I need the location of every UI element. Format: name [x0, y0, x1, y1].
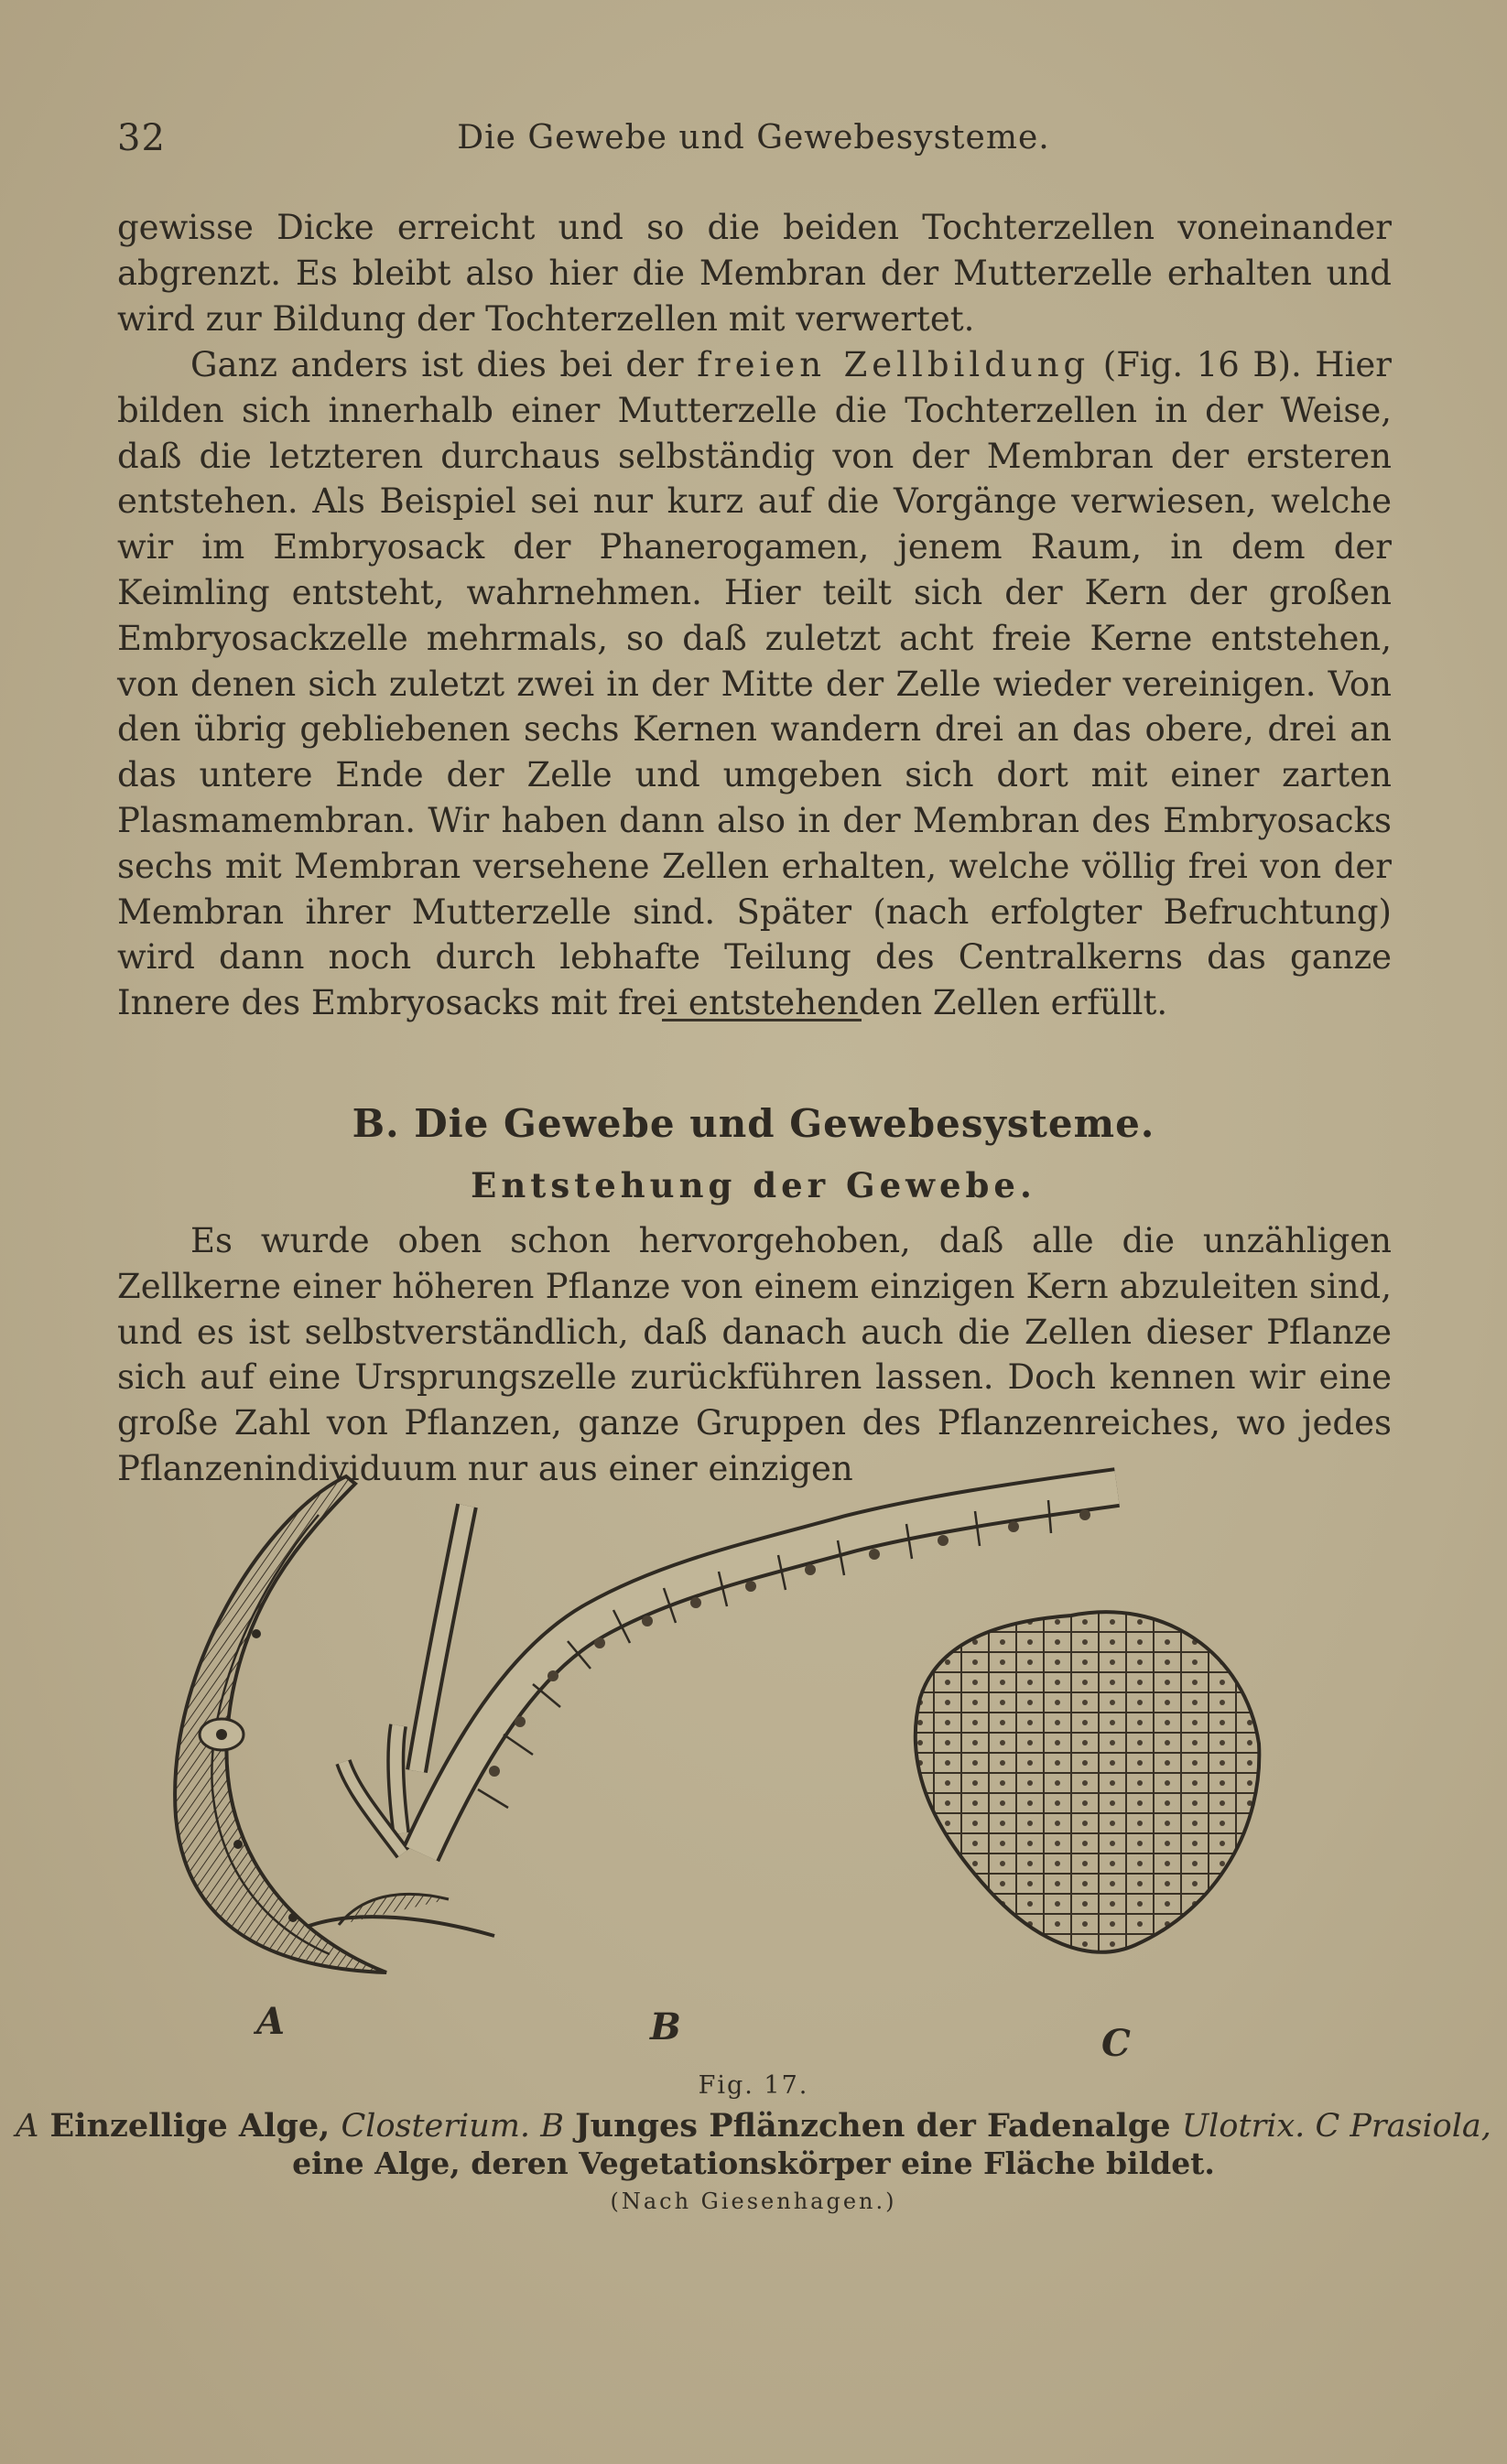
caption-species-a: Closterium.: [341, 2108, 531, 2145]
caption-species-b: Ulotrix.: [1181, 2108, 1306, 2145]
prasiola-drawing: [888, 1588, 1273, 1972]
figure-label-a: A: [256, 2000, 286, 2043]
figure-caption-line-1: [0, 2107, 1507, 2145]
page-number: 32: [117, 117, 166, 159]
caption-text-b: Junges Pflänzchen der Fadenalge: [563, 2107, 1182, 2145]
caption-species-c: Prasiola,: [1339, 2108, 1491, 2145]
figure-source: (Nach Giesenhagen.): [610, 2188, 897, 2214]
paragraph-2-lead: Ganz anders ist dies bei der: [190, 345, 698, 384]
caption-text-a: Einzellige Alge,: [38, 2107, 342, 2145]
caption-key-c: C: [1305, 2108, 1340, 2145]
caption-key-a: A: [16, 2108, 39, 2145]
figure-number: Fig. 17.: [698, 2071, 809, 2100]
section-title: B. Die Gewebe und Gewebesysteme.: [352, 1101, 1155, 1146]
figure-17-illustration: [156, 1460, 1346, 2064]
figure-label-c: C: [1101, 2022, 1131, 2065]
term-freie-zellbildung: freien Zellbildung: [697, 345, 1090, 384]
paragraph-3: Es wurde oben schon hervorgehoben, daß alle die unzähligen Zellkerne einer höheren Pflanze von einem einzigen Kern abzuleiten sind, und es ist selbstverständlich, daß danach auch die Zellen dieser Pflanze sich auf eine Ursprungszelle zurückführen lassen. Doch kennen wir eine große Zahl von Pflanzen, ganze Gruppen des Pflanzenreiches, wo jedes Pflanzenindividuum nur aus einer einzigen: [117, 1221, 1392, 1488]
closterium-drawing: [175, 1476, 386, 1972]
running-title: Die Gewebe und Gewebesysteme.: [457, 119, 1050, 157]
figure-17: [156, 1460, 1346, 2064]
section-subtitle: Entstehung der Gewebe.: [471, 1165, 1036, 1205]
page-header: [117, 117, 1390, 172]
caption-key-b: B: [530, 2108, 564, 2145]
paragraph-2: [117, 342, 1392, 1026]
figure-label-b: B: [650, 2005, 681, 2048]
figure-caption-line-2: eine Alge, deren Vegetationskörper eine Fläche bildet.: [292, 2145, 1215, 2181]
section-divider: [662, 1019, 862, 1021]
paragraph-2-body: (Fig. 16 B). Hier bilden sich innerhalb einer Mutterzelle die Tochterzellen in der Weise, daß die letzteren durchaus selbständig von der Membran der ersteren entstehen. Als Beispiel sei nur kurz auf die Vorgänge verwiesen, welche wir im Embryosack der Phanerogamen, jenem Raum, in dem der Keimling entsteht, wahrnehmen. Hier teilt sich der Kern der großen Embryosackzelle mehrmals, so daß zuletzt acht freie Kerne entstehen, von denen sich zuletzt zwei in der Mitte der Zelle wieder vereinigen. Von den übrig gebliebenen sechs Kernen wandern drei an das obere, drei an das untere Ende der Zelle und umgeben sich dort mit einer zarten Plasmamembran. Wir haben dann also in der Membran des Embryosacks sechs mit Membran versehene Zellen erhalten, welche völlig frei von der Membran ihrer Mutterzelle sind. Später (nach erfolgter Befruchtung) wird dann noch durch lebhafte Teilung des Centralkerns das ganze Innere des Embryosacks mit frei entstehenden Zellen erfüllt.: [117, 345, 1392, 1023]
paragraph-1: gewisse Dicke erreicht und so die beiden Tochterzellen voneinander abgrenzt. Es bleibt also hier die Membran der Mutterzelle erhalten und wird zur Bildung der Tochterzellen mit verwertet.: [117, 208, 1392, 339]
